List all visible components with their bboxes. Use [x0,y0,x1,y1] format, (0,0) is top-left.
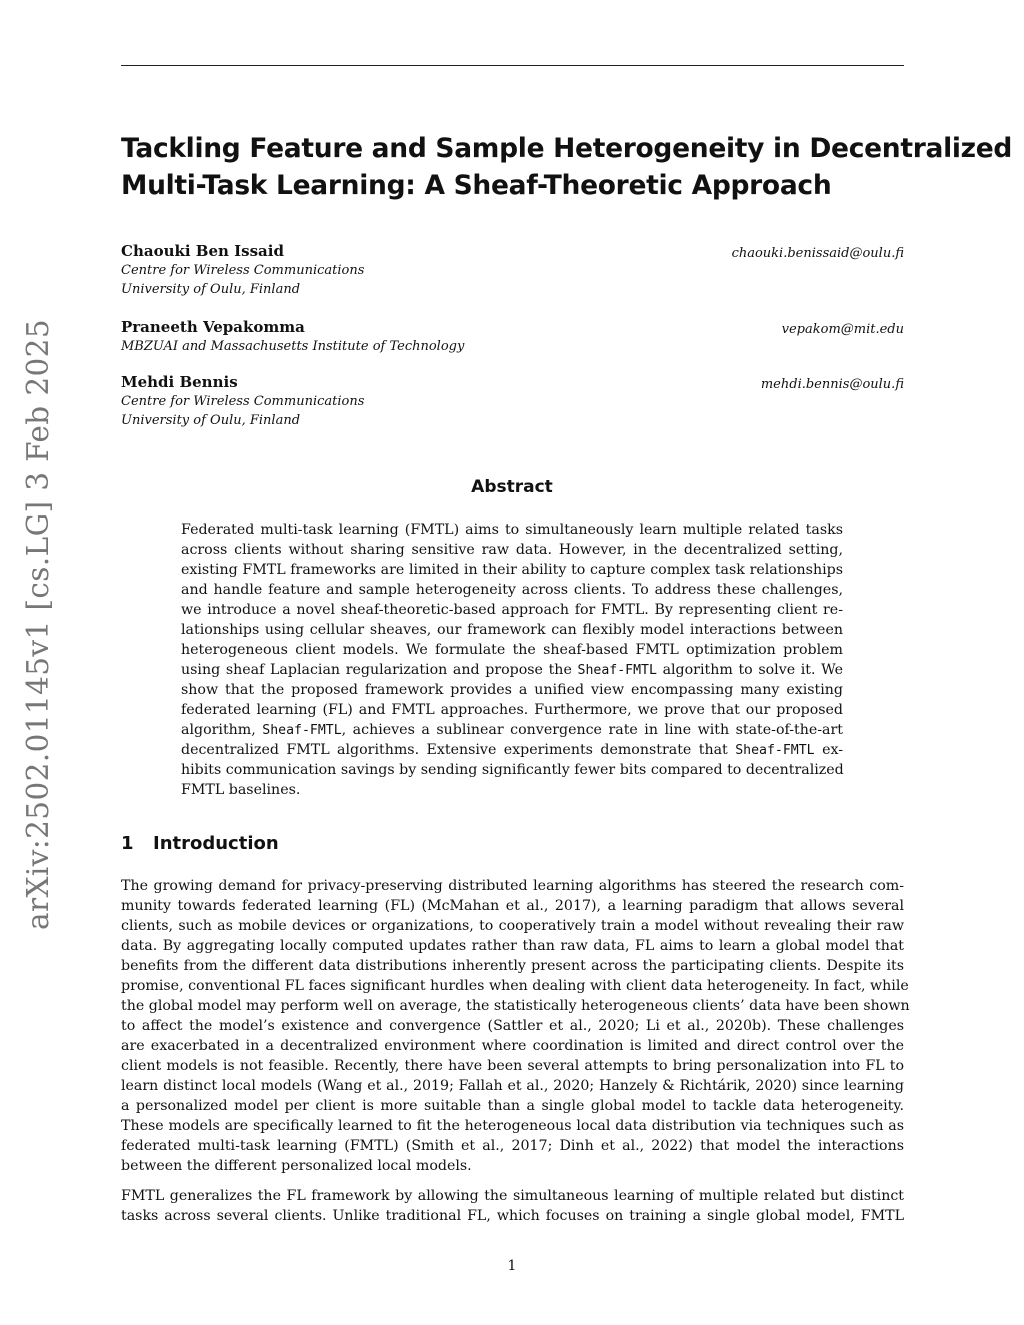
abstract-line: lationships using cellular sheaves, our framework can flexibly model interactions between [181,622,843,638]
algorithm-name: Sheaf-FMTL [577,663,657,678]
abstract-line [181,720,843,740]
author-block [121,373,904,430]
author-name: Praneeth Vepakomma [121,318,305,336]
author-block [121,318,904,356]
section-heading [121,833,279,854]
paragraph-line: between the different personalized local models. [121,1158,472,1174]
abstract-line: hibits communication savings by sending significantly fewer bits compared to decentralized [181,762,844,778]
paragraph-line: client models is not feasible. Recently, there have been several attempts to bring personalization into FL to [121,1058,904,1074]
abstract-text: decentralized FMTL algorithms. Extensive experiments demonstrate that [181,742,728,758]
author-block [121,242,904,299]
paper-title [121,130,1013,204]
abstract-line: heterogeneous client models. We formulate the sheaf-based FMTL optimization problem [181,642,843,658]
paragraph-line: The growing demand for privacy-preserving distributed learning algorithms has steered the research com- [121,878,904,894]
paragraph-line: are exacerbated in a decentralized environment where coordination is limited and direct control over the [121,1038,904,1054]
title-line-1: Tackling Feature and Sample Heterogeneity in Decentralized [121,133,1013,164]
abstract-line: federated learning (FL) and FMTL approaches. Furthermore, we prove that our proposed [181,702,843,718]
paragraph-line: the global model may perform well on average, the statistically heterogeneous clients’ data have been shown [121,998,910,1014]
title-line-2: Multi-Task Learning: A Sheaf-Theoretic Approach [121,170,832,201]
paragraph-line: to affect the model’s existence and convergence (Sattler et al., 2020; Li et al., 2020b). These challenges [121,1018,904,1034]
abstract-text: algorithm to solve it. We [662,662,843,678]
intro-paragraph-1 [121,876,910,1176]
abstract-line: we introduce a novel sheaf-theoretic-based approach for FMTL. By representing client re- [181,602,843,618]
author-affiliation: University of Oulu, Finland [121,282,301,297]
paragraph-line: These models are specifically learned to fit the heterogeneous local data distribution via techniques such as [121,1118,904,1134]
abstract-line: and handle feature and sample heterogeneity across clients. To address these challenges, [181,582,843,598]
paragraph-line: clients, such as mobile devices or organizations, to cooperatively train a model without revealing their raw [121,918,904,934]
abstract-line: show that the proposed framework provides a unified view encompassing many existing [181,682,843,698]
abstract-text: algorithm, [181,722,256,738]
paragraph-line: tasks across several clients. Unlike traditional FL, which focuses on training a single global model, FMTL [121,1208,904,1224]
author-name: Chaouki Ben Issaid [121,242,284,260]
author-affiliation: MBZUAI and Massachusetts Institute of Technology [121,339,465,354]
page-number: 1 [507,1258,517,1274]
abstract-line: existing FMTL frameworks are limited in their ability to capture complex task relationships [181,562,843,578]
abstract-line: Federated multi-task learning (FMTL) aims to simultaneously learn multiple related tasks [181,522,843,538]
paragraph-line: federated multi-task learning (FMTL) (Smith et al., 2017; Dinh et al., 2022) that model the interactions [121,1138,904,1154]
paragraph-line: benefits from the different data distributions inherently present across the participating clients. Despite its [121,958,904,974]
paragraph-line: a personalized model per client is more suitable than a single global model to tackle data heterogeneity. [121,1098,904,1114]
author-email[interactable]: vepakom@mit.edu [781,322,904,337]
algorithm-name: Sheaf-FMTL [262,723,342,738]
author-email[interactable]: mehdi.bennis@oulu.fi [760,377,904,392]
author-email[interactable]: chaouki.benissaid@oulu.fi [731,246,904,261]
abstract-line [181,740,843,760]
section-number: 1 [121,833,134,854]
algorithm-name: Sheaf-FMTL [735,743,815,758]
abstract-line: FMTL baselines. [181,782,301,798]
author-affiliation: Centre for Wireless Communications [121,263,365,278]
abstract-body [181,520,843,800]
top-rule [121,65,904,66]
paragraph-line: data. By aggregating locally computed updates rather than raw data, FL aims to learn a global model that [121,938,904,954]
intro-paragraph-2 [121,1186,904,1226]
abstract-text: using sheaf Laplacian regularization and propose the [181,662,572,678]
author-name: Mehdi Bennis [121,373,238,391]
paragraph-line: learn distinct local models (Wang et al., 2019; Fallah et al., 2020; Hanzely & Richtárik, 2020) since learning [121,1078,904,1094]
arxiv-stamp: arXiv:2502.01145v1 [cs.LG] 3 Feb 2025 [21,318,55,930]
author-affiliation: Centre for Wireless Communications [121,394,365,409]
abstract-text: ex- [822,742,844,758]
author-affiliation: University of Oulu, Finland [121,413,301,428]
paragraph-line: FMTL generalizes the FL framework by allowing the simultaneous learning of multiple related but distinct [121,1188,904,1204]
section-title: Introduction [153,833,279,854]
abstract-heading: Abstract [471,477,553,497]
paragraph-line: promise, conventional FL faces significant hurdles when dealing with client data heterogeneity. In fact, while [121,978,909,994]
abstract-line: across clients without sharing sensitive raw data. However, in the decentralized setting, [181,542,843,558]
paragraph-line: munity towards federated learning (FL) (McMahan et al., 2017), a learning paradigm that allows several [121,898,904,914]
abstract-text: , achieves a sublinear convergence rate in line with state-of-the-art [341,722,844,738]
abstract-line [181,660,843,680]
